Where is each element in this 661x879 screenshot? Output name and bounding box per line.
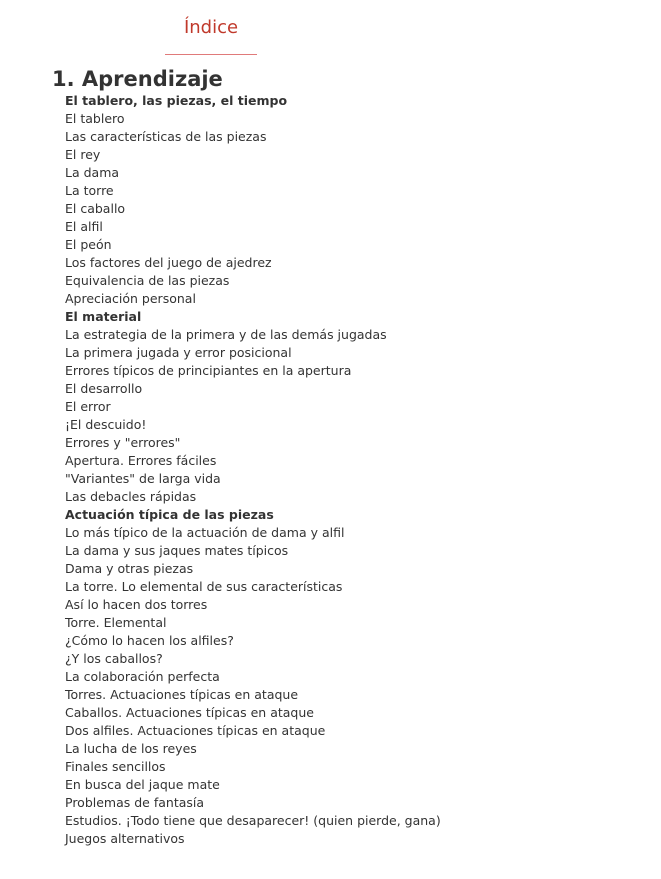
chapter-title[interactable]: 1. Aprendizaje [52, 67, 223, 91]
index-title-underline [165, 54, 257, 55]
toc-entry[interactable]: Así lo hacen dos torres [65, 597, 208, 612]
toc-entry[interactable]: Apreciación personal [65, 291, 196, 306]
toc-entry[interactable]: La estrategia de la primera y de las demás jugadas [65, 327, 387, 342]
toc-entry[interactable]: La dama [65, 165, 120, 180]
toc-section-heading[interactable]: Actuación típica de las piezas [65, 507, 274, 522]
toc-entry[interactable]: Caballos. Actuaciones típicas en ataque [65, 705, 314, 720]
toc-entry[interactable]: Lo más típico de la actuación de dama y alfil [65, 525, 345, 540]
toc-entry[interactable]: ¿Y los caballos? [65, 651, 163, 666]
toc-entry[interactable]: El tablero [65, 111, 125, 126]
toc-entry[interactable]: Dos alfiles. Actuaciones típicas en ataque [65, 723, 326, 738]
toc-entry[interactable]: La colaboración perfecta [65, 669, 220, 684]
toc-entry[interactable]: Las características de las piezas [65, 129, 267, 144]
toc-entry[interactable]: Estudios. ¡Todo tiene que desaparecer! (quien pierde, gana) [65, 813, 441, 828]
toc-section-heading[interactable]: El material [65, 309, 142, 324]
toc-entry[interactable]: Errores y "errores" [65, 435, 181, 450]
toc-entry[interactable]: Juegos alternativos [65, 831, 185, 846]
toc-entry[interactable]: Torres. Actuaciones típicas en ataque [65, 687, 299, 702]
toc-entry[interactable]: ¿Cómo lo hacen los alfiles? [65, 633, 234, 648]
toc-entry[interactable]: La lucha de los reyes [65, 741, 197, 756]
toc-entry[interactable]: El rey [65, 147, 101, 162]
toc-entry[interactable]: El desarrollo [65, 381, 143, 396]
toc-entry[interactable]: "Variantes" de larga vida [65, 471, 221, 486]
toc-entry[interactable]: La torre [65, 183, 114, 198]
toc-entry[interactable]: El caballo [65, 201, 126, 216]
index-title: Índice [183, 17, 239, 38]
toc-list [65, 92, 441, 848]
toc-entry[interactable]: El error [65, 399, 111, 414]
toc-entry[interactable]: Apertura. Errores fáciles [65, 453, 217, 468]
index-header [165, 14, 257, 42]
toc-entry[interactable]: Finales sencillos [65, 759, 166, 774]
toc-entry[interactable]: El alfil [65, 219, 103, 234]
toc-entry[interactable]: La torre. Lo elemental de sus características [65, 579, 343, 594]
toc-entry[interactable]: Problemas de fantasía [65, 795, 205, 810]
toc-entry[interactable]: Equivalencia de las piezas [65, 273, 230, 288]
toc-entry[interactable]: Las debacles rápidas [65, 489, 197, 504]
toc-entry[interactable]: Torre. Elemental [65, 615, 167, 630]
toc-entry[interactable]: Dama y otras piezas [65, 561, 194, 576]
toc-entry[interactable]: Los factores del juego de ajedrez [65, 255, 272, 270]
toc-entry[interactable]: La dama y sus jaques mates típicos [65, 543, 289, 558]
toc-section-heading[interactable]: El tablero, las piezas, el tiempo [65, 93, 288, 108]
toc-entry[interactable]: ¡El descuido! [65, 417, 147, 432]
toc-entry[interactable]: En busca del jaque mate [65, 777, 220, 792]
toc-entry[interactable]: El peón [65, 237, 112, 252]
toc-entry[interactable]: Errores típicos de principiantes en la apertura [65, 363, 352, 378]
toc-entry[interactable]: La primera jugada y error posicional [65, 345, 292, 360]
